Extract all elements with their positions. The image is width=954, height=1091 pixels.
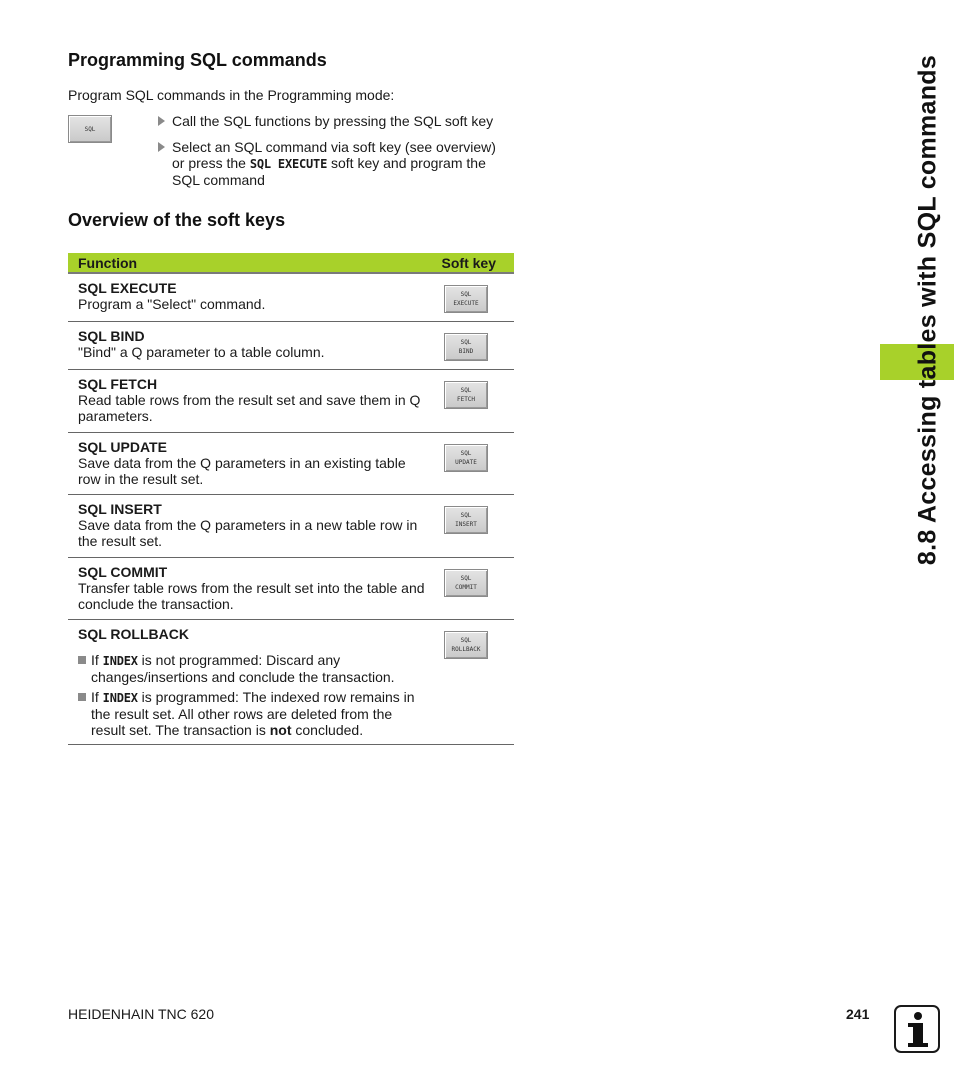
softkey-table	[68, 253, 514, 745]
bullet-text: is not programmed: Discard any changes/insertions and conclude the transaction.	[91, 652, 395, 685]
row-function-name: SQL FETCH	[78, 376, 158, 392]
softkey-label: SQL	[460, 291, 472, 298]
page-number: 241	[846, 1006, 870, 1022]
table-header	[68, 253, 514, 274]
sql-softkey-icon	[68, 115, 112, 143]
step-2-code: SQL EXECUTE	[249, 157, 328, 171]
softkey-label: FETCH	[456, 396, 476, 403]
sql-update-softkey-icon	[444, 444, 488, 472]
softkey-label: COMMIT	[455, 584, 477, 591]
bullet-code: INDEX	[102, 654, 138, 668]
softkey-label: SQL	[84, 125, 96, 133]
step-2	[158, 139, 518, 188]
row-function-name: SQL INSERT	[78, 501, 162, 517]
bullet-text: If	[91, 689, 103, 705]
softkey-label: EXECUTE	[453, 300, 479, 307]
step-2-text-after: soft key and program the SQL command	[172, 155, 486, 188]
bullet-square-icon	[78, 656, 86, 664]
row-description: "Bind" a Q parameter to a table column.	[78, 344, 325, 360]
section-heading-overview: Overview of the soft keys	[68, 210, 286, 230]
step-1-text: Call the SQL functions by pressing the SQL soft key	[172, 113, 494, 129]
softkey-label: SQL	[460, 512, 472, 519]
row-description: Read table rows from the result set and save them in Q parameters.	[78, 392, 421, 424]
softkey-label: SQL	[460, 575, 472, 582]
bullet-bold: not	[269, 722, 292, 738]
bullet-text: is programmed: The indexed row remains in the result set. All other rows are deleted from the result set. The transaction is	[91, 689, 415, 738]
table-row	[68, 274, 514, 322]
arrow-right-icon	[158, 142, 165, 152]
rollback-bullet-2	[78, 689, 428, 738]
softkey-label: SQL	[460, 637, 472, 644]
table-row-rollback	[68, 620, 514, 745]
softkey-label: INSERT	[455, 521, 477, 528]
bullet-square-icon	[78, 693, 86, 701]
section-heading-programming: Programming SQL commands	[68, 50, 327, 70]
table-row	[68, 495, 514, 558]
table-row	[68, 322, 514, 370]
row-description: Save data from the Q parameters in a new table row in the result set.	[78, 517, 418, 549]
row-description: Program a "Select" command.	[78, 296, 266, 312]
row-function-name: SQL EXECUTE	[78, 280, 177, 296]
row-function-name: SQL ROLLBACK	[78, 626, 189, 642]
step-1	[158, 113, 518, 129]
bullet-text: concluded.	[291, 722, 364, 738]
sql-insert-softkey-icon	[444, 506, 488, 534]
side-tab-title: 8.8 Accessing tables with SQL commands	[913, 54, 942, 566]
header-softkey: Soft key	[441, 255, 496, 271]
row-function-name: SQL COMMIT	[78, 564, 168, 580]
footer-product: HEIDENHAIN TNC 620	[68, 1006, 215, 1022]
row-description: Save data from the Q parameters in an existing table row in the result set.	[78, 455, 406, 487]
intro-text: Program SQL commands in the Programming mode:	[68, 87, 395, 103]
bullet-text: If	[91, 652, 103, 668]
softkey-label: ROLLBACK	[451, 646, 481, 653]
softkey-label: UPDATE	[455, 459, 477, 466]
rollback-bullet-1	[78, 652, 428, 685]
bullet-code: INDEX	[102, 691, 138, 705]
sql-bind-softkey-icon	[444, 333, 488, 361]
row-description: Transfer table rows from the result set into the table and conclude the transaction.	[78, 580, 425, 612]
arrow-right-icon	[158, 116, 165, 126]
table-row	[68, 558, 514, 620]
softkey-label: SQL	[460, 387, 472, 394]
softkey-label: BIND	[458, 348, 474, 355]
sql-rollback-softkey-icon	[444, 631, 488, 659]
softkey-label: SQL	[460, 339, 472, 346]
table-row	[68, 370, 514, 433]
step-2-text-before: Select an SQL command via soft key (see overview) or press the	[172, 139, 496, 171]
row-function-name: SQL UPDATE	[78, 439, 167, 455]
sql-fetch-softkey-icon	[444, 381, 488, 409]
sql-execute-softkey-icon	[444, 285, 488, 313]
row-function-name: SQL BIND	[78, 328, 145, 344]
header-function: Function	[78, 255, 138, 271]
sql-commit-softkey-icon	[444, 569, 488, 597]
info-icon	[894, 1005, 940, 1053]
table-row	[68, 433, 514, 495]
softkey-label: SQL	[460, 450, 472, 457]
